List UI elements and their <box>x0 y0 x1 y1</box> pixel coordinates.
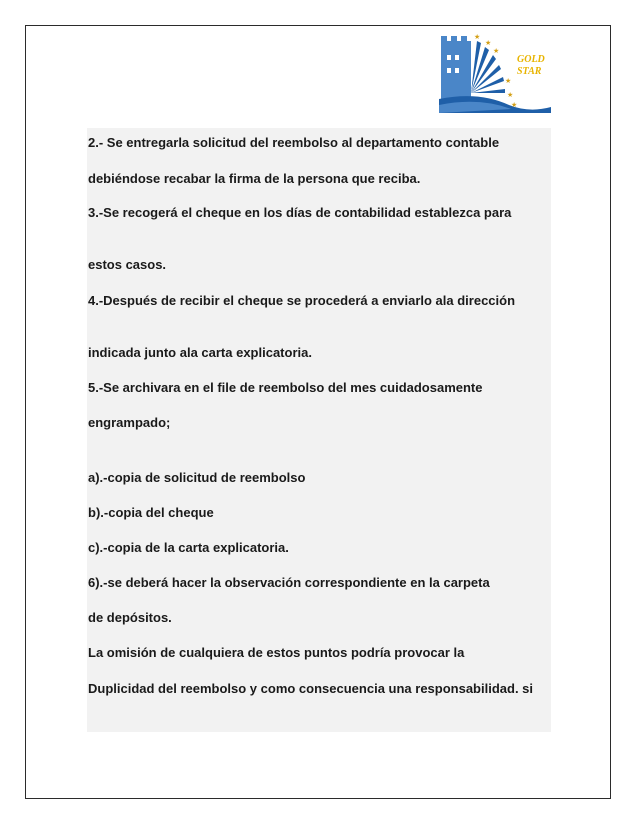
logo-rays <box>471 41 505 93</box>
paragraph-step-4-cont: indicada junto ala carta explicatoria. <box>88 345 312 360</box>
gold-star-logo <box>439 33 551 113</box>
paragraph-step-2: 2.- Se entregarla solicitud del reembolso al departamento contable <box>88 135 500 150</box>
paragraph-step-5-cont: engrampado; <box>88 415 171 430</box>
logo-text-star: STAR <box>517 66 542 77</box>
list-item-a: a).-copia de solicitud de reembolso <box>88 470 306 485</box>
paragraph-step-2-cont: debiéndose recabar la firma de la persona que reciba. <box>88 171 421 186</box>
paragraph-step-3-cont: estos casos. <box>88 257 167 272</box>
svg-text:★: ★ <box>493 47 500 55</box>
paragraph-step-3: 3.-Se recogerá el cheque en los días de contabilidad establezca para <box>88 205 512 220</box>
list-item-c: c).-copia de la carta explicatoria. <box>88 540 289 555</box>
paragraph-omission: La omisión de cualquiera de estos puntos podría provocar la <box>88 645 465 660</box>
paragraph-step-5: 5.-Se archivara en el file de reembolso del mes cuidadosamente <box>88 380 483 395</box>
logo-text-gold: GOLD <box>517 54 545 65</box>
paragraph-duplicity: Duplicidad del reembolso y como consecuencia una responsabilidad. si <box>88 681 534 696</box>
svg-text:★: ★ <box>511 101 518 109</box>
svg-text:★: ★ <box>505 77 512 85</box>
svg-text:★: ★ <box>507 91 514 99</box>
svg-text:★: ★ <box>474 33 481 41</box>
paragraph-step-6-cont: de depósitos. <box>88 610 172 625</box>
list-item-b: b).-copia del cheque <box>88 505 214 520</box>
paragraph-step-6: 6).-se deberá hacer la observación correspondiente en la carpeta <box>88 575 490 590</box>
paragraph-step-4: 4.-Después de recibir el cheque se procederá a enviarlo ala dirección <box>88 293 516 308</box>
svg-text:★: ★ <box>485 39 492 47</box>
